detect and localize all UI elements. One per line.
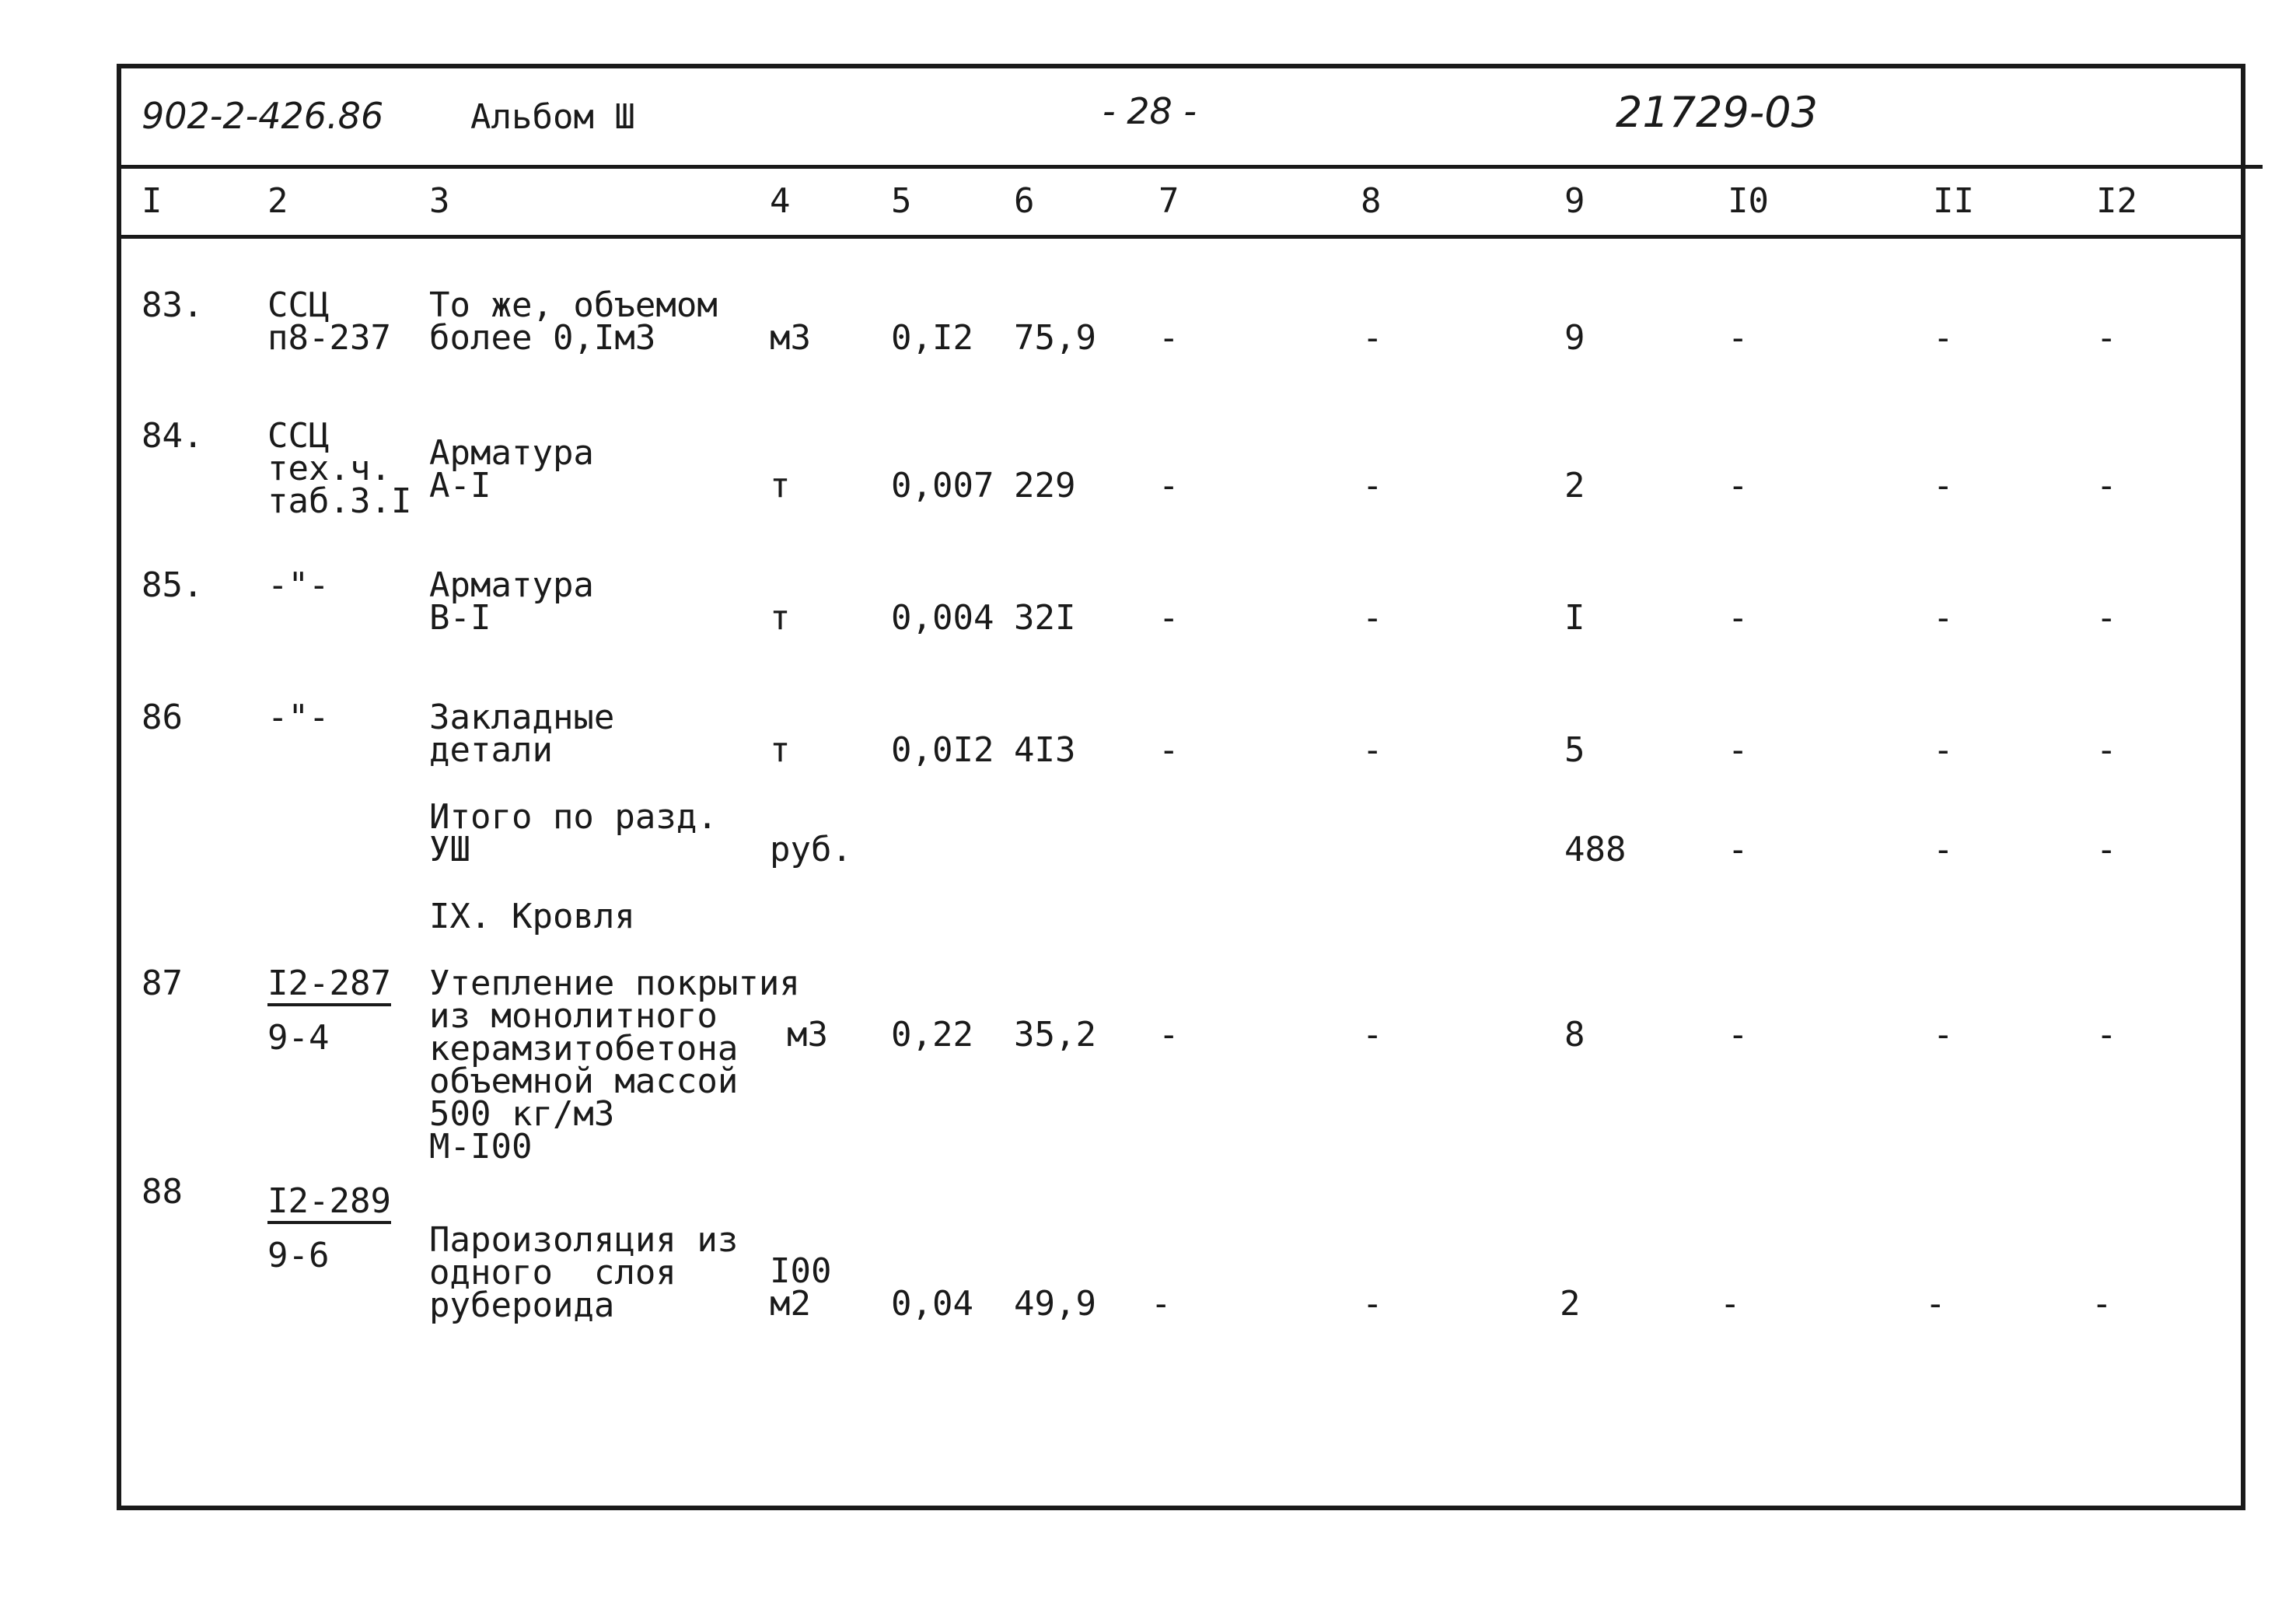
cell-dash: - xyxy=(1362,466,1383,505)
cell-dash: - xyxy=(1362,1284,1383,1324)
cell-dash: - xyxy=(1925,1284,1946,1324)
unit: т xyxy=(770,598,791,638)
subtotal-total: 488 xyxy=(1564,830,1627,869)
cell-dash: - xyxy=(1158,598,1179,638)
cell-dash: - xyxy=(1728,598,1749,638)
cell-dash: - xyxy=(1362,1015,1383,1055)
quantity: 0,007 xyxy=(891,466,994,505)
unit-price: 229 xyxy=(1014,466,1076,505)
cell-dash: - xyxy=(1728,318,1749,358)
cell-dash: - xyxy=(1933,318,1954,358)
quantity: 0,04 xyxy=(891,1284,973,1324)
cell-dash: - xyxy=(1720,1284,1741,1324)
section-title: IX. Кровля xyxy=(429,897,635,936)
unit: I00 м2 xyxy=(770,1251,832,1324)
price-reference: -"- xyxy=(267,565,330,605)
cell-dash: - xyxy=(2092,1284,2113,1324)
column-number: I xyxy=(142,181,163,221)
doc-code: 902-2-426.86 xyxy=(142,95,384,137)
column-number: 9 xyxy=(1564,181,1585,221)
album-label: Альбом Ш xyxy=(470,97,635,137)
cell-dash: - xyxy=(1728,730,1749,770)
cell-dash: - xyxy=(1158,1015,1179,1055)
cell-dash: - xyxy=(1728,830,1749,869)
total-value: 8 xyxy=(1564,1015,1585,1055)
item-description: Арматура В-I xyxy=(429,565,594,638)
cell-dash: - xyxy=(1158,730,1179,770)
column-number: II xyxy=(1933,181,1974,221)
price-reference: ССЦ п8-237 xyxy=(267,285,391,358)
column-number: 5 xyxy=(891,181,912,221)
unit-price: 49,9 xyxy=(1014,1284,1096,1324)
cell-dash: - xyxy=(1362,318,1383,358)
column-number: 2 xyxy=(267,181,288,221)
cell-dash: - xyxy=(1362,598,1383,638)
cell-dash: - xyxy=(1933,730,1954,770)
inventory-number: 21729-03 xyxy=(1616,88,1818,137)
cell-dash: - xyxy=(1158,466,1179,505)
price-reference-top: I2-287 xyxy=(267,967,391,1006)
total-value: I xyxy=(1564,598,1585,638)
unit-price: 35,2 xyxy=(1014,1015,1096,1055)
column-numbers-rule xyxy=(117,235,2245,239)
total-value: 9 xyxy=(1564,318,1585,358)
price-reference: -"- xyxy=(267,698,330,737)
column-number: 6 xyxy=(1014,181,1035,221)
unit: т xyxy=(770,730,791,770)
cell-dash: - xyxy=(2096,466,2117,505)
column-number: 3 xyxy=(429,181,450,221)
cell-dash: - xyxy=(1933,1015,1954,1055)
unit: т xyxy=(770,466,791,505)
item-description: Пароизоляция из одного слоя рубероида xyxy=(429,1220,739,1325)
unit-price: 4I3 xyxy=(1014,730,1076,770)
unit: м3 xyxy=(770,318,811,358)
price-reference-bottom: 9-6 xyxy=(267,1236,330,1275)
quantity: 0,22 xyxy=(891,1015,973,1055)
unit: м3 xyxy=(787,1015,828,1055)
item-description: Утепление покрытия из монолитного керамзитобетона объемной массой 500 кг/м3 М-I00 xyxy=(429,964,800,1167)
cell-dash: - xyxy=(2096,318,2117,358)
cell-dash: - xyxy=(1728,1015,1749,1055)
column-number: 8 xyxy=(1361,181,1382,221)
total-value: 2 xyxy=(1560,1284,1581,1324)
total-value: 2 xyxy=(1564,466,1585,505)
cell-dash: - xyxy=(1158,318,1179,358)
price-reference-bottom: 9-4 xyxy=(267,1018,330,1058)
row-number: 84. xyxy=(142,416,204,456)
price-reference-top: I2-289 xyxy=(267,1185,391,1224)
column-number: I0 xyxy=(1728,181,1769,221)
header-rule xyxy=(117,165,2263,169)
cell-dash: - xyxy=(1362,730,1383,770)
cell-dash: - xyxy=(1933,830,1954,869)
item-description: Арматура А-I xyxy=(429,433,594,505)
price-reference: ССЦ тех.ч. таб.3.I xyxy=(267,416,412,521)
cell-dash: - xyxy=(2096,1015,2117,1055)
unit-price: 32I xyxy=(1014,598,1076,638)
item-description: Закладные детали xyxy=(429,698,615,770)
column-number: I2 xyxy=(2096,181,2137,221)
total-value: 5 xyxy=(1564,730,1585,770)
subtotal-label: Итого по разд. УШ xyxy=(429,797,718,869)
cell-dash: - xyxy=(1728,466,1749,505)
row-number: 86 xyxy=(142,698,183,737)
quantity: 0,004 xyxy=(891,598,994,638)
quantity: 0,I2 xyxy=(891,318,973,358)
item-description: То же, объемом более 0,Iм3 xyxy=(429,285,718,358)
column-number: 7 xyxy=(1158,181,1179,221)
cell-dash: - xyxy=(1933,466,1954,505)
subtotal-unit: руб. xyxy=(770,830,852,869)
row-number: 87 xyxy=(142,964,183,1003)
row-number: 85. xyxy=(142,565,204,605)
unit-price: 75,9 xyxy=(1014,318,1096,358)
quantity: 0,0I2 xyxy=(891,730,994,770)
column-number: 4 xyxy=(770,181,791,221)
cell-dash: - xyxy=(2096,830,2117,869)
cell-dash: - xyxy=(2096,598,2117,638)
row-number: 88 xyxy=(142,1172,183,1212)
page-number: - 28 - xyxy=(1103,90,1197,132)
cell-dash: - xyxy=(1933,598,1954,638)
cell-dash: - xyxy=(1151,1284,1172,1324)
row-number: 83. xyxy=(142,285,204,325)
cell-dash: - xyxy=(2096,730,2117,770)
